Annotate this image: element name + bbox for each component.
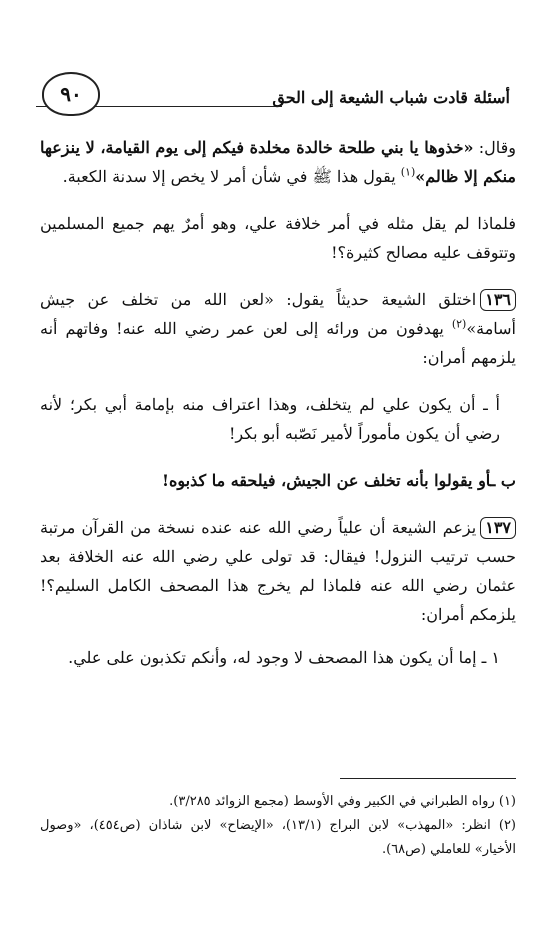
p2-text: فلماذا لم يقل مثله في أمر خلافة علي، وهو أمرٌ يهم جميع المسلمين وتتوقف عليه مصالح كثيرة؟! — [40, 214, 516, 262]
page-header — [36, 66, 510, 116]
footnote-2: (٢) انظر: «المهذب» لابن البراج (١٣/١)، «الإيضاح» لابن شاذان (ص٤٥٤)، «وصول الأخيار» للعاملي (ص٦٨). — [40, 818, 516, 857]
paragraph-1 — [40, 133, 516, 191]
footnote-1: (١) رواه الطبراني في الكبير وفي الأوسط (مجمع الزوائد ٣/٢٨٥). — [169, 794, 516, 809]
q137-text: يزعم الشيعة أن علياً رضي الله عنه عنده نسخة من القرآن مرتبة حسب ترتيب النزول! فيقال: قد تولى علي رضي الله عنه الخلافة بعد عثمان رضي الله عنه فلماذا لم يخرج هذا المصحف الكامل السليم؟! يلزمكم أمران: — [40, 518, 516, 624]
q136-text-a: اختلق الشيعة حديثاً يقول: «لعن الله من تخلف عن جيش أسامة» — [40, 290, 516, 338]
list-item-b — [40, 466, 516, 495]
page-number: ٩٠ — [42, 72, 100, 116]
q136-text-b: يهدفون من ورائه إلى لعن عمر رضي الله عنه! وفاتهم أنه يلزمهم أمران: — [40, 319, 516, 367]
p1-rest: يقول هذا ﷺ في شأن أمر لا يخص إلا سدنة الكعبة. — [62, 167, 401, 186]
item-b-text: ب ـأو يقولوا بأنه تخلف عن الجيش، فيلحقه ما كذبوه! — [161, 471, 516, 490]
item-a-text: أ ـ أن يكون علي لم يتخلف، وهذا اعتراف منه بإمامة أبي بكر؛ لأنه رضي أن يكون مأموراً لأمير نَصّبه أبو بكر! — [40, 395, 500, 443]
list-item-1 — [40, 643, 516, 672]
running-title: أسئلة قادت شباب الشيعة إلى الحق — [272, 88, 510, 107]
question-137 — [40, 513, 516, 629]
list-item-a — [40, 390, 516, 448]
footnote-ref-2: (٢) — [451, 317, 467, 331]
p1-intro: وقال: — [473, 138, 516, 157]
question-number-badge: ١٣٧ — [480, 517, 516, 539]
p1-quote: «خذوها يا بني طلحة خالدة مخلدة فيكم إلى يوم القيامة، لا ينزعها منكم إلا ظالم» — [40, 138, 516, 186]
question-136 — [40, 285, 516, 372]
body-text — [40, 133, 516, 690]
footnote-ref-1: (١) — [400, 165, 416, 179]
question-number-badge: ١٣٦ — [480, 289, 516, 311]
paragraph-2 — [40, 209, 516, 267]
item-1-text: ١ ـ إما أن يكون هذا المصحف لا وجود له، وأنكم تكذبون على علي. — [68, 648, 500, 667]
footnote-separator — [340, 778, 516, 779]
footnotes — [40, 790, 516, 862]
